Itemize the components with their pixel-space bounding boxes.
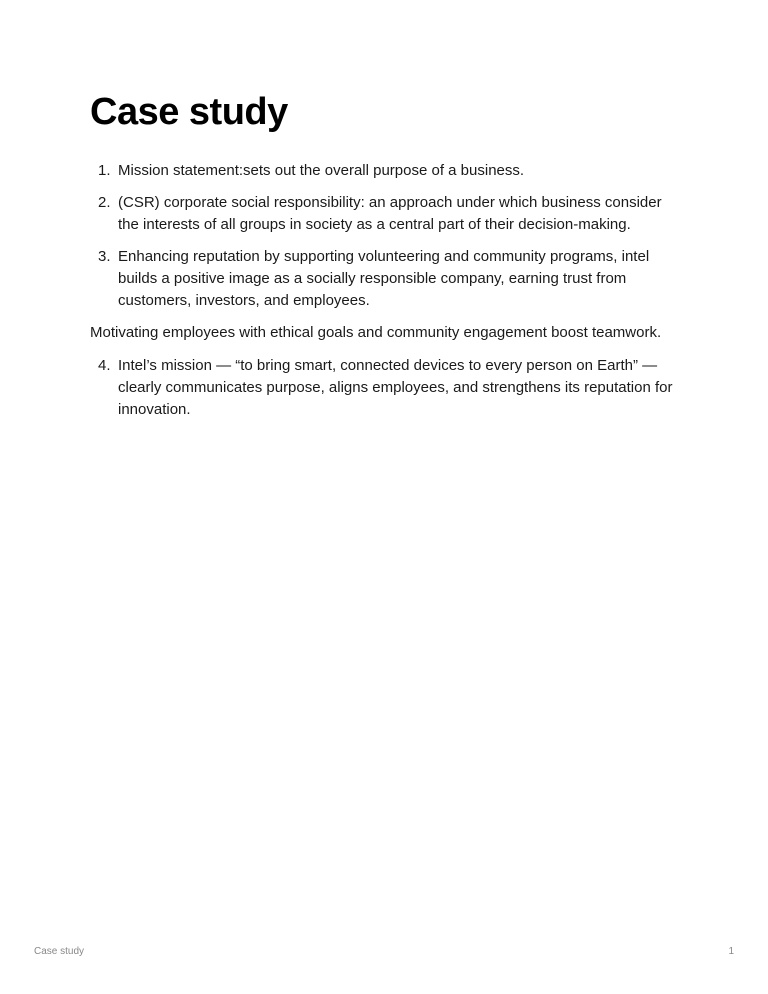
- numbered-list: [90, 160, 674, 312]
- list-number: 3.: [98, 248, 111, 265]
- list-number: 2.: [98, 194, 111, 211]
- list-item: [90, 160, 674, 182]
- list-text: Mission statement:sets out the overall purpose of a business.: [118, 162, 525, 179]
- list-item: [90, 355, 674, 421]
- numbered-list: [90, 355, 674, 421]
- paragraph: Motivating employees with ethical goals and community engagement boost teamwork.: [90, 324, 662, 341]
- list-text: (CSR) corporate social responsibility: an approach under which business consider the interests of all groups in society as a central part of their decision-making.: [118, 194, 662, 233]
- list-number: 1.: [98, 162, 111, 179]
- footer-title: Case study: [34, 946, 85, 957]
- list-number: 4.: [98, 357, 111, 374]
- page-number: 1: [728, 946, 734, 957]
- list-item: [90, 192, 674, 236]
- list-text: Enhancing reputation by supporting volunteering and community programs, intel builds a positive image as a socially responsible company, earning trust from customers, investors, and employees.: [118, 248, 650, 309]
- list-text: Intel’s mission — “to bring smart, connected devices to every person on Earth” — clearly communicates purpose, aligns employees, and strengthens its reputation for innovation.: [118, 357, 673, 418]
- page-title: Case study: [90, 91, 288, 133]
- document-body: [90, 88, 674, 431]
- list-item: [90, 246, 674, 312]
